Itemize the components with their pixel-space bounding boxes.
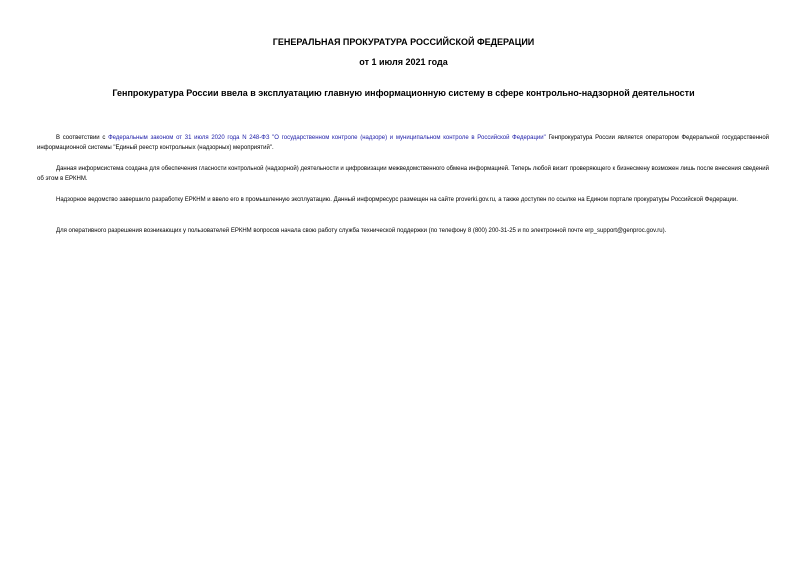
paragraph-2: Данная информсистема создана для обеспечения гласности контрольной (надзорной) деятельности и цифровизации межведомственного обмена информацией. Теперь любой визит проверяющего к бизнесмену возможен лишь после внесения сведений об этом в ЕРКНМ. [37, 166, 769, 182]
paragraph-1-intro: В соответствии с [56, 135, 109, 141]
document-title: Генпрокуратура России ввела в эксплуатацию главную информационную систему в сфере контрольно-надзорной деятельности [112, 88, 695, 98]
paragraph-3: Надзорное ведомство завершило разработку ЕРКНМ и ввело его в промышленную эксплуатацию. Данный информресурс размещен на сайте proverki.gov.ru, а также доступен по ссылке на Едином портале прокуратуры Российской Федерации. [56, 197, 738, 203]
paragraph-1-rest: Генпрокуратура России является оператором Федеральной государственной информационной системы "Единый реестр контрольных (надзорных) мероприятий". [37, 135, 770, 151]
federal-law-link[interactable]: Федеральным законом от 31 июля 2020 года N 248-ФЗ "О государственном контроле (надзоре) и муниципальном контроле в Российской Федерации" [108, 135, 546, 141]
paragraph-1 [37, 133, 769, 153]
paragraph-4: Для оперативного разрешения возникающих у пользователей ЕРКНМ вопросов начала свою работу служба технической поддержки (по телефону 8 (800) 200-31-25 и по электронной почте erp_support@genproc.gov.ru). [56, 228, 667, 234]
document-authority: ГЕНЕРАЛЬНАЯ ПРОКУРАТУРА РОССИЙСКОЙ ФЕДЕРАЦИИ [272, 37, 535, 47]
document-date: от 1 июля 2021 года [359, 57, 448, 67]
